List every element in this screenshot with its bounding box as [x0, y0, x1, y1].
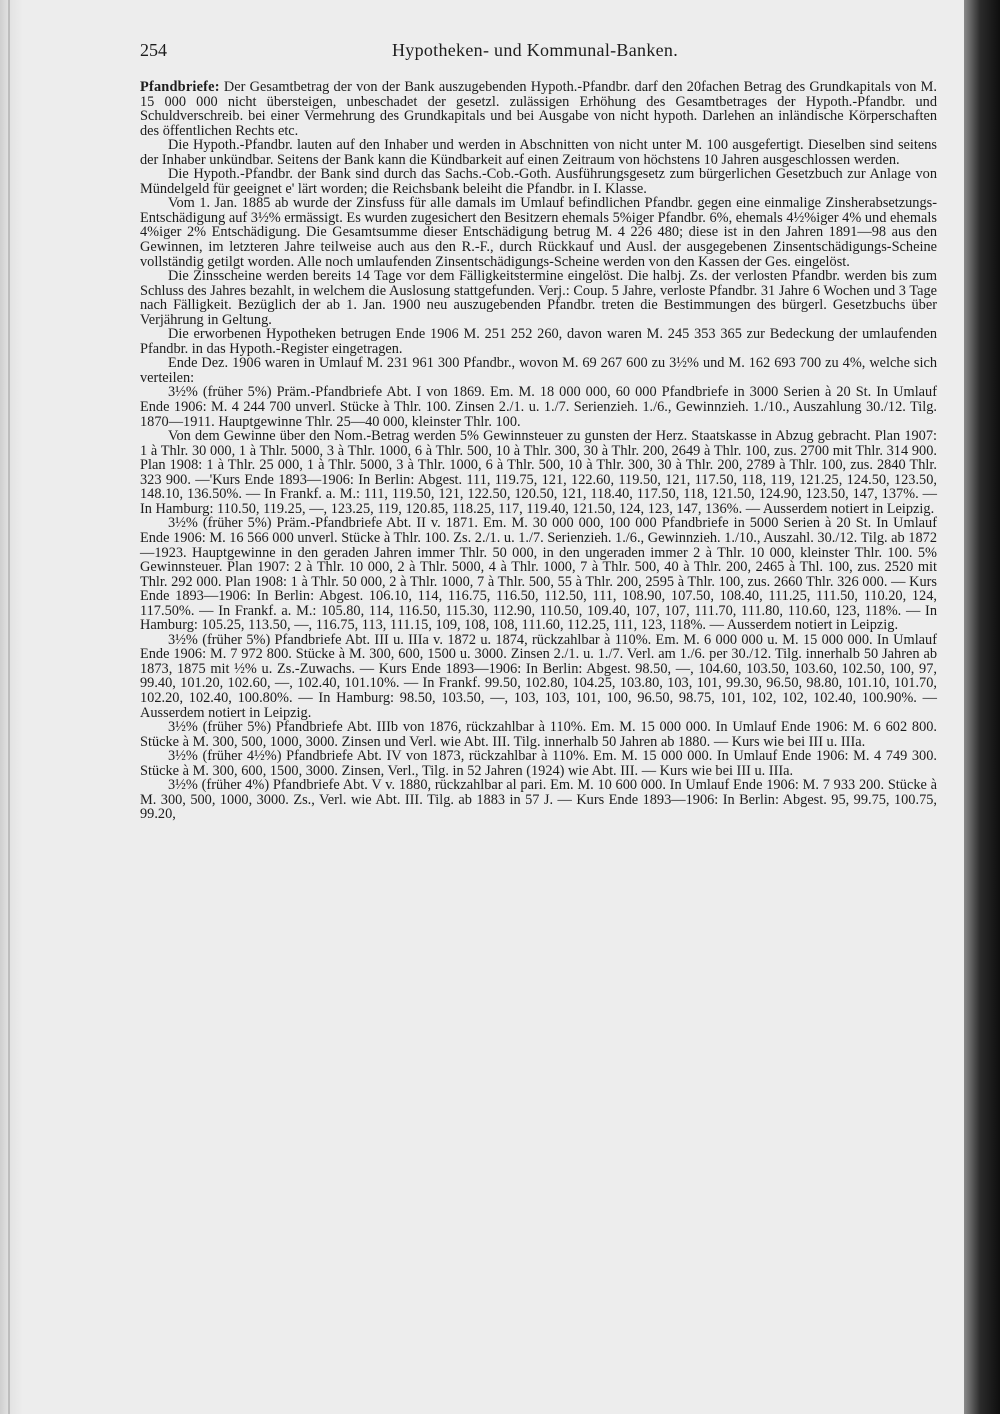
page-number: 254 [140, 40, 167, 60]
binding-edge [0, 0, 22, 1414]
body-text [140, 80, 937, 822]
paragraph: 3½% (früher 5%) Präm.-Pfandbriefe Abt. II v. 1871. Em. M. 30 000 000, 100 000 Pfandbriefe in 5000 Serien à 20 St. In Umlauf Ende 1906: M. 16 566 000 unverl. Stücke à Thlr. 100. Zs. 2./1. u. 1./7. Serienzieh. 1./6., Gewinnzieh. 1./10., Auszahl. 30./12. Tilg. ab 1872—1923. Hauptgewinne in den geraden Jahren immer Thlr. 50 000, in den ungeraden immer 2 à Thlr. 10 000, kleinster Thlr. 100. 5% Gewinnsteuer. Plan 1907: 2 à Thlr. 10 000, 2 à Thlr. 5000, 4 à Thlr. 1000, 7 à Thlr. 500, 40 à Thlr. 200, 2465 à Thl. 100, zus. 2520 mit Thlr. 292 000. Plan 1908: 1 à Thlr. 50 000, 2 à Thlr. 1000, 7 à Thlr. 500, 55 à Thlr. 200, 2595 à Thlr. 100, zus. 2660 Thlr. 326 000. — Kurs Ende 1893—1906: In Berlin: Abgest. 106.10, 114, 116.75, 116.50, 112.50, 111, 108.90, 107.50, 108.40, 111.25, 111.50, 110.20, 124, 117.50%. — In Frankf. a. M.: 105.80, 114, 116.50, 115.30, 112.90, 110.50, 109.40, 107, 107, 111.70, 111.80, 110.60, 123, 118%. — In Hamburg: 105.25, 113.50, —, 116.75, 113, 111.15, 109, 108, 108, 111.60, 112.25, 111, 123, 118%. — Ausserdem notiert in Leipzig. [140, 515, 937, 634]
scan-shadow-edge [964, 0, 1000, 1414]
paragraph: Die Hypoth.-Pfandbr. der Bank sind durch das Sachs.-Cob.-Goth. Ausführungsgesetz zum bürgerlichen Gesetzbuch zur Anlage von Mündelgeld für geeignet e' lärt worden; die Reichsbank beleiht die Pfandbr. in I. Klasse. [140, 166, 937, 197]
paragraph: 3½% (früher 5%) Pfandbriefe Abt. IIIb von 1876, rückzahlbar à 110%. Em. M. 15 000 000. In Umlauf Ende 1906: M. 6 602 800. Stücke à M. 300, 500, 1000, 3000. Zinsen und Verl. wie Abt. III. Tilg. innerhalb 50 Jahren ab 1880. — Kurs wie bei III u. IIIa. [140, 719, 937, 750]
section-lead: Pfandbriefe: [140, 79, 220, 95]
paragraph: 3½% (früher 5%) Präm.-Pfandbriefe Abt. I von 1869. Em. M. 18 000 000, 60 000 Pfandbriefe in 3000 Serien à 20 St. In Umlauf Ende 1906: M. 4 244 700 unverl. Stücke à Thlr. 100. Zinsen 2./1. u. 1./7. Serienzieh. 1./6., Gewinnzieh. 1./10., Auszahlung 30./12. Tilg. 1870—1911. Hauptgewinne Thlr. 25—40 000, kleinster Thlr. 100. [140, 384, 937, 430]
paragraph: 3½% (früher 5%) Pfandbriefe Abt. III u. IIIa v. 1872 u. 1874, rückzahlbar à 110%. Em. M. 6 000 000 u. M. 15 000 000. In Umlauf Ende 1906: M. 7 972 800. Stücke à M. 300, 600, 1500 u. 3000. Zinsen 2./1. u. 1./7. Verl. am 1./6. per 30./12. Tilg. innerhalb 50 Jahren ab 1873, 1875 mit ½% u. Zs.-Zuwachs. — Kurs Ende 1893—1906: In Berlin: Abgest. 98.50, —, 104.60, 103.50, 103.60, 102.50, 100, 97, 99.40, 101.20, 102.60, —, 102.40, 101.10%. — In Frankf. 99.50, 102.80, 104.25, 103.80, 103, 101, 99.30, 96.50, 98.80, 101.10, 101.70, 102.20, 102.40, 100.80%. — In Hamburg: 98.50, 103.50, —, 103, 103, 101, 100, 96.50, 98.75, 101, 102, 102, 102.40, 100.90%. — Ausserdem notiert in Leipzig. [140, 631, 937, 721]
paragraph: Die Zinsscheine werden bereits 14 Tage vor dem Fälligkeitstermine eingelöst. Die halbj. Zs. der verlosten Pfandbr. werden bis zum Schluss des Jahres bezahlt, in welchem die Auslosung stattgefunden. Verj.: Coup. 5 Jahre, verloste Pfandbr. 31 Jahre 6 Wochen und 3 Tage nach Fälligkeit. Bezüglich der ab 1. Jan. 1900 neu auszugebenden Pfandbr. treten die Bestimmungen des bürgerl. Gesetzbuchs über Verjährung in Geltung. [140, 268, 937, 328]
paragraph: Die Hypoth.-Pfandbr. lauten auf den Inhaber und werden in Abschnitten von nicht unter M. 100 ausgefertigt. Dieselben sind seitens der Inhaber unkündbar. Seitens der Bank kann die Kündbarkeit auf einen Zeitraum von höchstens 10 Jahren ausgeschlossen werden. [140, 137, 937, 168]
paragraph: 3½% (früher 4%) Pfandbriefe Abt. V v. 1880, rückzahlbar al pari. Em. M. 10 600 000. In Umlauf Ende 1906: M. 7 933 200. Stücke à M. 300, 500, 1000, 3000. Zs., Verl. wie Abt. III. Tilg. ab 1883 in 57 J. — Kurs Ende 1893—1906: In Berlin: Abgest. 95, 99.75, 100.75, 99.20, [140, 777, 937, 823]
paragraph: Ende Dez. 1906 waren in Umlauf M. 231 961 300 Pfandbr., wovon M. 69 267 600 zu 3½% und M. 162 693 700 zu 4%, welche sich verteilen: [140, 355, 937, 386]
paragraph: Von dem Gewinne über den Nom.-Betrag werden 5% Gewinnsteuer zu gunsten der Herz. Staatskasse in Abzug gebracht. Plan 1907: 1 à Thlr. 30 000, 1 à Thlr. 5000, 3 à Thlr. 1000, 6 à Thlr. 500, 10 à Thlr. 300, 30 à Thlr. 200, 2649 à Thlr. 100, zus. 2700 mit Thlr. 314 900. Plan 1908: 1 à Thlr. 25 000, 1 à Thlr. 5000, 3 à Thlr. 1000, 6 à Thlr. 500, 10 à Thlr. 300, 30 à Thlr. 200, 2789 à Thlr. 100, zus. 2840 Thlr. 323 900. —'Kurs Ende 1893—1906: In Berlin: Abgest. 111, 119.75, 121, 122.60, 119.50, 121, 117.50, 118, 119, 121.25, 124.50, 123.50, 148.10, 136.50%. — In Frankf. a. M.: 111, 119.50, 121, 122.50, 120.50, 121, 118.40, 117.50, 118, 121.50, 124.90, 123.50, 147, 137%. — In Hamburg: 110.50, 119.25, —, 123.25, 119, 120.85, 118.25, 117, 119.40, 121.50, 124, 123, 147, 136%. — Ausserdem notiert in Leipzig. [140, 428, 937, 517]
paragraph: 3½% (früher 4½%) Pfandbriefe Abt. IV von 1873, rückzahlbar à 110%. Em. M. 15 000 000. In Umlauf Ende 1906: M. 4 749 300. Stücke à M. 300, 600, 1500, 3000. Zinsen, Verl., Tilg. in 52 Jahren (1924) wie Abt. III. — Kurs wie bei III u. IIIa. [140, 748, 937, 779]
paragraph: Die erworbenen Hypotheken betrugen Ende 1906 M. 251 252 260, davon waren M. 245 353 365 zur Bedeckung der umlaufenden Pfandbr. in das Hypoth.-Register eingetragen. [140, 326, 937, 357]
paragraph [140, 80, 937, 138]
running-head: Hypotheken- und Kommunal-Banken. [391, 40, 679, 60]
paragraph-text: Der Gesamtbetrag der von der Bank auszugebenden Hypoth.-Pfandbr. darf den 20fachen Betrag des Grundkapitals von M. 15 000 000 nicht übersteigen, unbeschadet der gesetzl. zulässigen Erhöhung des Gesamtbetrages der Hypoth.-Pfandbr. und Schuldverschreib. bei einer Vermehrung des Grundkapitals und bei Ausgabe von nicht hypoth. Darlehen an inländische Körperschaften des öffentlichen Rechts etc. [140, 79, 937, 139]
page-header [140, 40, 930, 64]
paragraph: Vom 1. Jan. 1885 ab wurde der Zinsfuss für alle damals im Umlauf befindlichen Pfandbr. gegen eine einmalige Zinsherabsetzungs-Entschädigung auf 3½% ermässigt. Es wurden zugesichert den Besitzern ehemals 5%iger Pfandbr. 6%, ehemals 4½%iger 4% und ehemals 4%iger 2% Entschädigung. Die Gesamtsumme dieser Entschädigung betrug M. 4 226 480; diese ist in den Jahren 1891—98 aus den Gewinnen, im letzteren Jahre teilweise auch aus den R.-F., durch Rückkauf und Ausl. der ausgegebenen Zinsentschädigungs-Scheine vollständig getilgt worden. Alle noch umlaufenden Zinsentschädigungs-Scheine werden von den Kassen der Ges. eingelöst. [140, 195, 937, 270]
